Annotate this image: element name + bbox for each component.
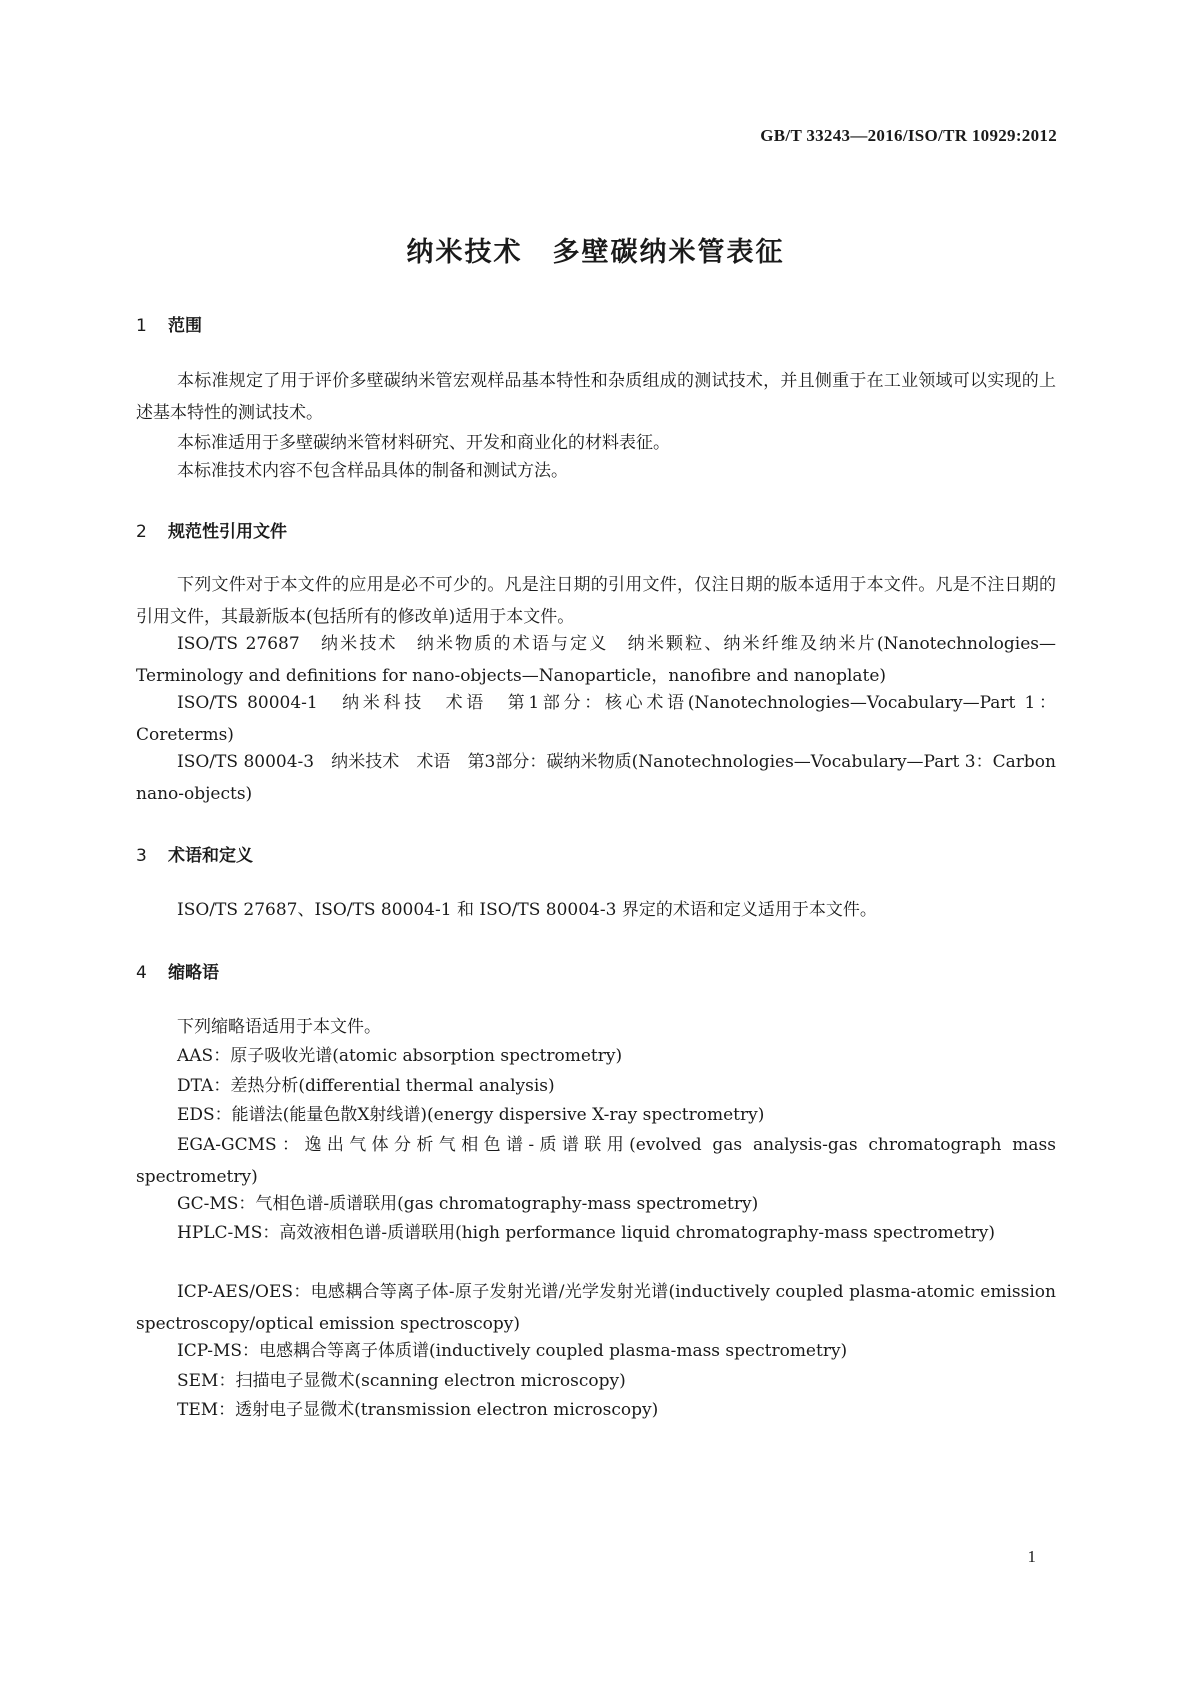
section-2-number: 2 [136, 522, 147, 542]
section-1-number: 1 [136, 316, 147, 336]
section-3-para-1: ISO/TS 27687、ISO/TS 80004-1 和 ISO/TS 80004-3 界定的术语和定义适用于本文件。 [177, 900, 877, 920]
section-2-title: 规范性引用文件 [168, 522, 287, 542]
abbreviation-gc-ms: GC-MS：气相色谱-质谱联用(gas chromatography-mass spectrometry) [177, 1194, 759, 1214]
abbreviation-icp-aes-oes: ICP-AES/OES：电感耦合等离子体-原子发射光谱/光学发射光谱(inductively coupled plasma-atomic emission spectroscopy/optical emission spectroscopy) [136, 1282, 1056, 1334]
section-2-para-1: 下列文件对于本文件的应用是必不可少的。凡是注日期的引用文件，仅注日期的版本适用于本文件。凡是不注日期的引用文件，其最新版本(包括所有的修改单)适用于本文件。 [136, 575, 1056, 627]
abbreviation-hplc-ms: HPLC-MS：高效液相色谱-质谱联用(high performance liquid chromatography-mass spectrometry) [177, 1223, 996, 1243]
section-1-heading [136, 311, 202, 336]
title-part-2: 多壁碳纳米管表征 [552, 237, 785, 268]
abbreviation-tem: TEM：透射电子显微术(transmission electron microscopy) [177, 1400, 659, 1420]
title-part-1: 纳米技术 [406, 237, 523, 268]
section-3-number: 3 [136, 846, 147, 866]
abbreviation-eds: EDS：能谱法(能量色散X射线谱)(energy dispersive X-ray spectrometry) [177, 1105, 765, 1125]
section-4-title: 缩略语 [168, 963, 219, 983]
abbreviation-sem: SEM：扫描电子显微术(scanning electron microscopy) [177, 1371, 626, 1391]
page-number: 1 [1027, 1547, 1036, 1566]
section-2-heading [136, 517, 287, 542]
section-3-title: 术语和定义 [168, 846, 253, 866]
reference-iso-ts-80004-3: ISO/TS 80004-3 纳米技术 术语 第3部分：碳纳米物质(Nanotechnologies—Vocabulary—Part 3：Carbon nano-objects) [136, 752, 1056, 804]
abbreviation-aas: AAS：原子吸收光谱(atomic absorption spectrometry) [177, 1046, 623, 1066]
section-4-heading [136, 958, 219, 983]
reference-iso-ts-27687: ISO/TS 27687 纳米技术 纳米物质的术语与定义 纳米颗粒、纳米纤维及纳米片(Nanotechnologies—Terminology and definitions for nano-objects—Nanoparticle，nanofibre and nanoplate) [136, 634, 1056, 686]
section-4-number: 4 [136, 963, 147, 983]
standard-code-header: GB/T 33243—2016/ISO/TR 10929:2012 [760, 126, 1057, 145]
abbreviation-ega-gcms: EGA-GCMS：逸出气体分析气相色谱-质谱联用(evolved gas analysis-gas chromatograph mass spectrometry) [136, 1135, 1056, 1187]
section-1-para-2: 本标准适用于多壁碳纳米管材料研究、开发和商业化的材料表征。 [177, 433, 670, 453]
document-title [0, 230, 1191, 269]
section-1-para-1: 本标准规定了用于评价多壁碳纳米管宏观样品基本特性和杂质组成的测试技术，并且侧重于在工业领域可以实现的上述基本特性的测试技术。 [136, 371, 1056, 423]
abbreviation-dta: DTA：差热分析(differential thermal analysis) [177, 1076, 555, 1096]
abbreviations-intro: 下列缩略语适用于本文件。 [177, 1017, 381, 1037]
section-1-para-3: 本标准技术内容不包含样品具体的制备和测试方法。 [177, 461, 568, 481]
section-3-heading [136, 841, 253, 866]
abbreviation-icp-ms: ICP-MS：电感耦合等离子体质谱(inductively coupled plasma-mass spectrometry) [177, 1341, 848, 1361]
section-1-title: 范围 [168, 316, 202, 336]
reference-iso-ts-80004-1: ISO/TS 80004-1 纳米科技 术语 第1部分：核心术语(Nanotechnologies—Vocabulary—Part 1：Coreterms) [136, 693, 1056, 745]
